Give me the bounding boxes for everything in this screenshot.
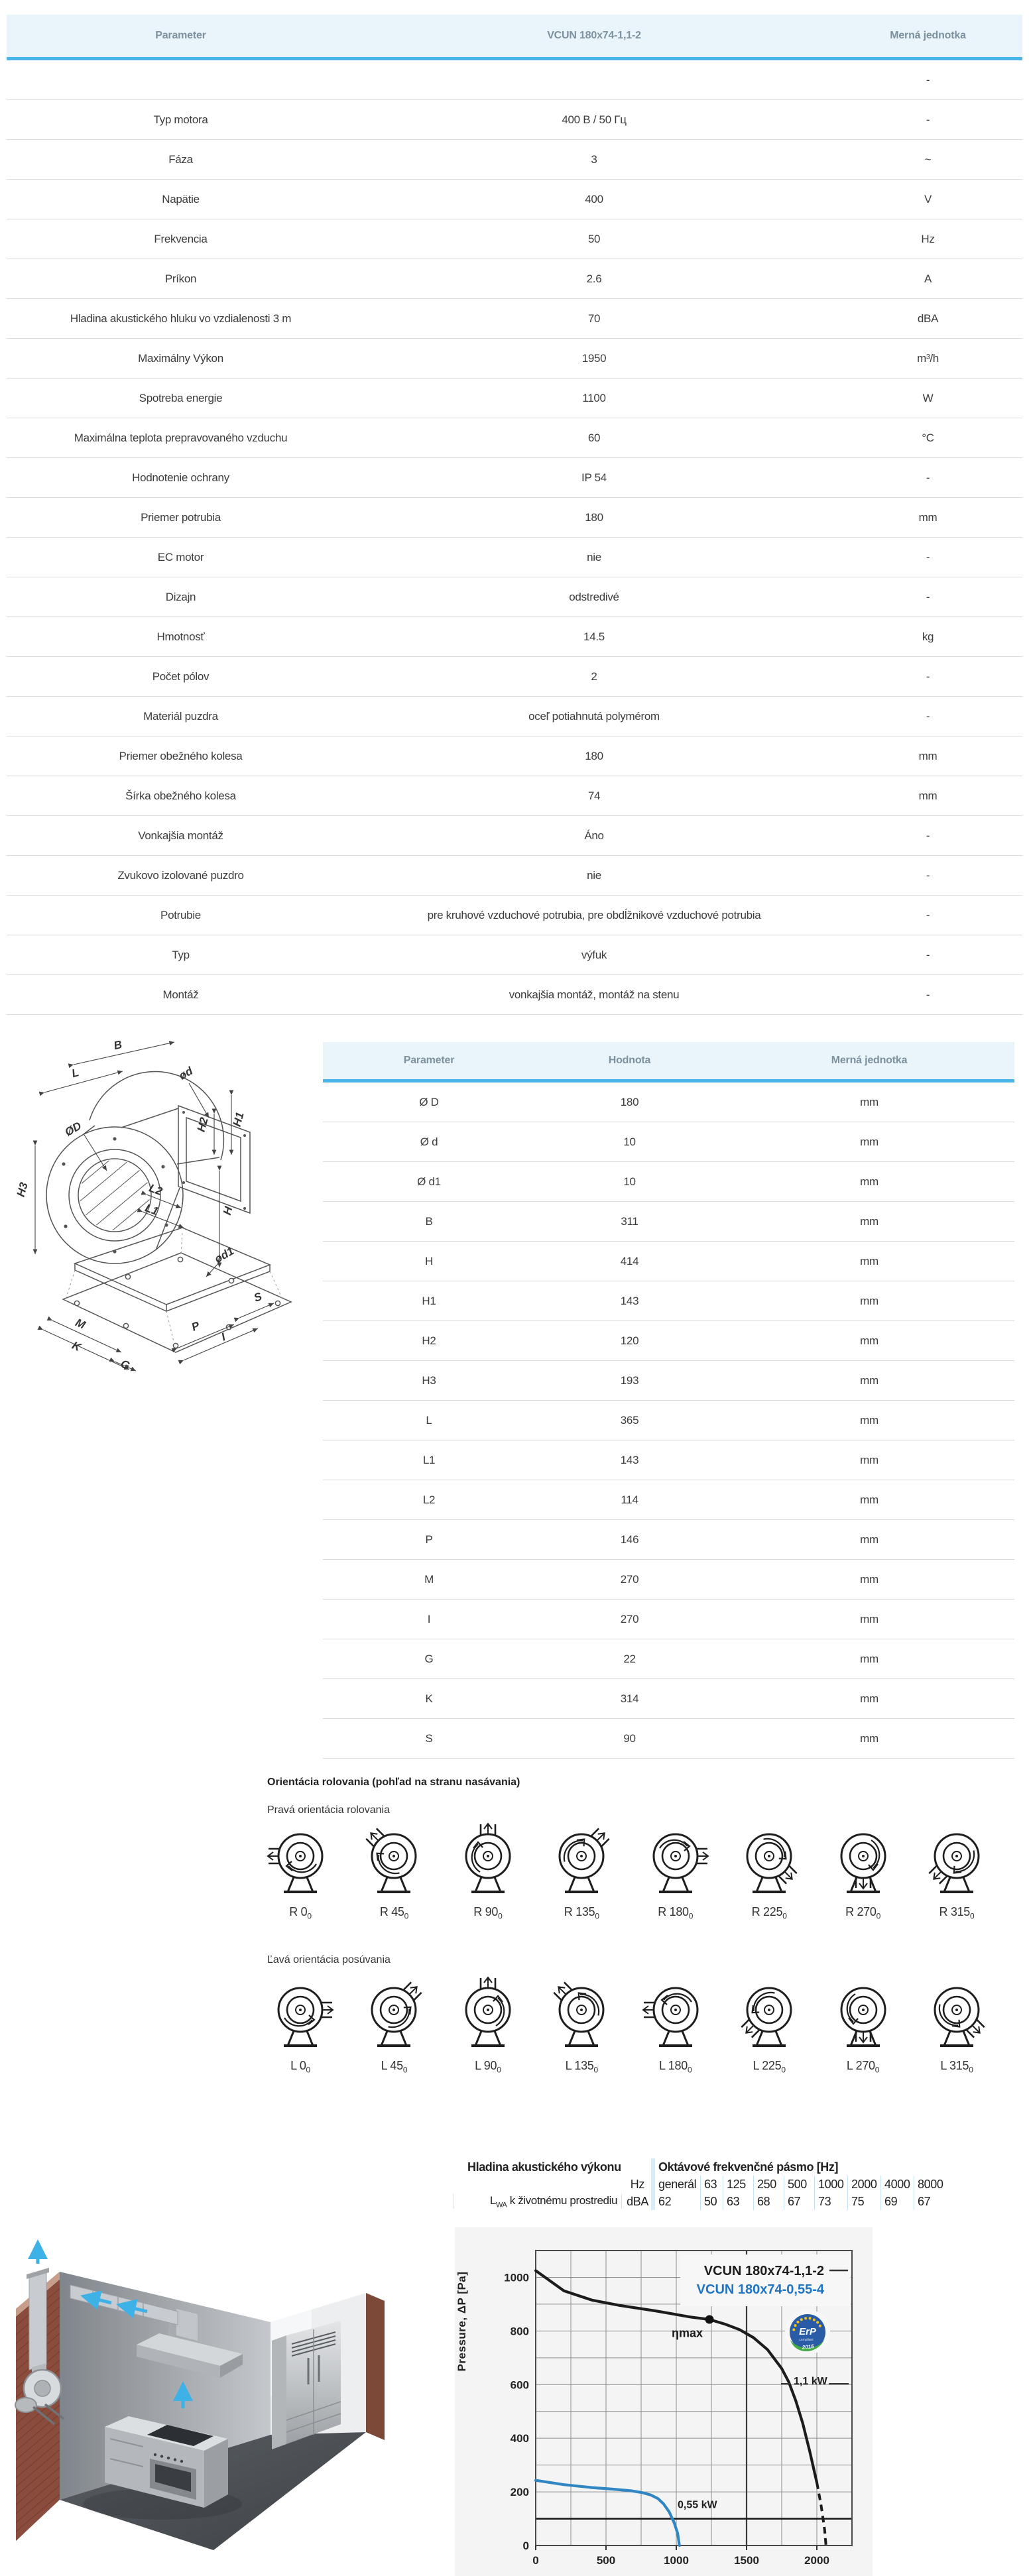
table-cell: mm <box>724 1480 1014 1520</box>
table-cell: Zvukovo izolované puzdro <box>7 856 355 896</box>
fan-orientation-label: R $270_0$ <box>845 1905 880 1921</box>
table-cell: m³/h <box>833 339 1022 379</box>
table-row <box>7 458 1022 498</box>
table-cell: P <box>323 1520 535 1560</box>
fan-orientation-icon <box>454 1823 522 1899</box>
table-row <box>7 59 1022 100</box>
dim-col-value: Hodnota <box>535 1042 724 1081</box>
table-cell: - <box>833 458 1022 498</box>
table-cell: 311 <box>535 1202 724 1242</box>
table-cell: Potrubie <box>7 896 355 935</box>
fan-orientation-item <box>357 1823 430 1921</box>
fan-orientation-label: R $225_0$ <box>751 1905 787 1921</box>
fan-orientation-label: L $225_0$ <box>753 2059 786 2075</box>
table-row <box>7 577 1022 617</box>
table-cell: W <box>833 379 1022 418</box>
acoustic-title-left: Hladina akustického výkonu <box>467 2160 621 2174</box>
table-cell: 90 <box>535 1719 724 1759</box>
acoustic-value: 67 <box>914 2193 947 2210</box>
table-row <box>323 1242 1014 1281</box>
table-cell: - <box>833 59 1022 100</box>
eta-max-point <box>705 2315 714 2323</box>
fan-orientation-label: R $135_0$ <box>564 1905 599 1921</box>
table-cell: Ø d1 <box>323 1162 535 1202</box>
dimension-table <box>323 1042 1014 1759</box>
svg-text:1000: 1000 <box>504 2271 529 2284</box>
dimension-label: I <box>219 1330 227 1344</box>
table-row <box>323 1440 1014 1480</box>
fan-orientation-icon <box>359 1977 428 2052</box>
orientation-row-right <box>264 1823 993 1921</box>
fan-orientation-label: R $90_0$ <box>473 1905 503 1921</box>
table-cell: - <box>833 816 1022 856</box>
table-row <box>323 1281 1014 1321</box>
table-cell: 180 <box>355 736 833 776</box>
fan-orientation-item <box>920 1977 993 2075</box>
spec-col-model: VCUN 180x74-1,1-2 <box>355 15 833 59</box>
acoustic-value: 68 <box>753 2193 784 2210</box>
chart-ylabel: Pressure, ΔP [Pa] <box>455 2271 468 2372</box>
table-cell <box>7 59 355 100</box>
svg-text:800: 800 <box>510 2325 529 2338</box>
acoustic-value: 73 <box>814 2193 847 2210</box>
table-cell: Priemer potrubia <box>7 498 355 538</box>
table-row <box>7 896 1022 935</box>
svg-text:ErP: ErP <box>799 2326 816 2337</box>
table-cell: 22 <box>535 1639 724 1679</box>
table-cell: 146 <box>535 1520 724 1560</box>
table-cell: Ø d <box>323 1122 535 1162</box>
acoustic-band-header: 125 <box>723 2176 753 2193</box>
dimension-label: L2 <box>147 1181 164 1199</box>
fan-orientation-icon <box>829 1823 898 1899</box>
fan-orientation-icon <box>641 1977 710 2052</box>
fan-orientation-item <box>827 1977 900 2075</box>
table-cell: Hladina akustického hluku vo vzdialenosti 3 m <box>7 299 355 339</box>
dimension-label: P <box>190 1318 202 1334</box>
table-cell: mm <box>724 1560 1014 1600</box>
fan-orientation-icon <box>266 1977 335 2052</box>
table-cell: mm <box>724 1321 1014 1361</box>
table-cell: - <box>833 577 1022 617</box>
fan-orientation-label: L $90_0$ <box>475 2059 501 2075</box>
table-cell: Vonkajšia montáž <box>7 816 355 856</box>
acoustic-row-unit: dBA <box>627 2194 648 2208</box>
dimension-label: M <box>73 1316 88 1332</box>
table-cell: Áno <box>355 816 833 856</box>
fan-orientation-item <box>264 1823 337 1921</box>
table-row <box>7 935 1022 975</box>
dimension-label: ød <box>176 1064 195 1083</box>
table-row <box>7 140 1022 180</box>
table-cell: Frekvencia <box>7 219 355 259</box>
table-cell: °C <box>833 418 1022 458</box>
acoustic-band-header: 8000 <box>914 2176 947 2193</box>
wall-edge <box>366 2293 385 2440</box>
fan-orientation-item <box>264 1977 337 2075</box>
dimension-label: H3 <box>14 1181 30 1199</box>
dimension-label: ØD <box>62 1119 84 1139</box>
fan-orientation-label: L $180_0$ <box>659 2059 692 2075</box>
table-cell: odstredivé <box>355 577 833 617</box>
table-cell: mm <box>724 1719 1014 1759</box>
svg-text:200: 200 <box>510 2486 529 2499</box>
table-cell: Maximálny Výkon <box>7 339 355 379</box>
table-cell: 114 <box>535 1480 724 1520</box>
table-cell: - <box>833 935 1022 975</box>
acoustic-unit-header: Hz <box>630 2177 644 2191</box>
fan-orientation-icon <box>266 1823 335 1899</box>
table-cell: L <box>323 1401 535 1440</box>
acoustic-value: 50 <box>700 2193 723 2210</box>
fan-orientation-item <box>639 1823 712 1921</box>
table-cell: 120 <box>535 1321 724 1361</box>
dimension-label: L1 <box>143 1201 160 1218</box>
spec-table-header-row <box>7 15 1022 59</box>
acoustic-band-header: 500 <box>784 2176 814 2193</box>
table-cell: Počet pólov <box>7 657 355 697</box>
table-cell: 1100 <box>355 379 833 418</box>
acoustic-value: 75 <box>847 2193 880 2210</box>
table-row <box>323 1679 1014 1719</box>
dimension-label: L <box>70 1066 81 1081</box>
table-cell: 193 <box>535 1361 724 1401</box>
dimension-label: G <box>119 1357 132 1373</box>
table-cell: Napätie <box>7 180 355 219</box>
fan-orientation-icon <box>829 1977 898 2052</box>
table-cell: 143 <box>535 1440 724 1480</box>
spec-col-parameter: Parameter <box>7 15 355 59</box>
table-cell: - <box>833 538 1022 577</box>
table-cell: kg <box>833 617 1022 657</box>
dimension-label: K <box>70 1338 83 1354</box>
acoustic-table <box>453 2158 947 2210</box>
orientation-right-heading: Pravá orientácia rolovania <box>267 1804 390 1816</box>
fan-orientation-icon <box>735 1823 804 1899</box>
performance-chart <box>455 2227 873 2576</box>
table-cell: 50 <box>355 219 833 259</box>
fan-orientation-item <box>545 1823 618 1921</box>
fan-orientation-icon <box>547 1977 616 2052</box>
acoustic-band-header: 1000 <box>814 2176 847 2193</box>
acoustic-band-header: 250 <box>753 2176 784 2193</box>
fan-orientation-label: R $45_0$ <box>379 1905 409 1921</box>
table-cell: 3 <box>355 140 833 180</box>
acoustic-value: 69 <box>880 2193 914 2210</box>
table-cell: - <box>833 896 1022 935</box>
table-cell: A <box>833 259 1022 299</box>
table-row <box>7 339 1022 379</box>
kitchen-illustration <box>7 2211 434 2572</box>
table-cell: Šírka obežného kolesa <box>7 776 355 816</box>
table-row <box>323 1321 1014 1361</box>
svg-text:ηmax: ηmax <box>672 2326 703 2340</box>
dimension-label: H2 <box>194 1116 211 1134</box>
table-cell: Hmotnosť <box>7 617 355 657</box>
acoustic-band-header: 2000 <box>847 2176 880 2193</box>
table-cell <box>355 59 833 100</box>
table-cell: IP 54 <box>355 458 833 498</box>
table-row <box>323 1600 1014 1639</box>
legend-backdrop <box>680 2254 851 2306</box>
dimension-label: S <box>252 1289 264 1305</box>
svg-text:0: 0 <box>532 2554 539 2567</box>
table-row <box>7 259 1022 299</box>
table-cell: mm <box>724 1401 1014 1440</box>
table-row <box>7 538 1022 577</box>
table-row <box>7 498 1022 538</box>
table-cell: oceľ potiahnutá polymérom <box>355 697 833 736</box>
table-cell: Spotreba energie <box>7 379 355 418</box>
table-cell: ~ <box>833 140 1022 180</box>
table-cell: nie <box>355 538 833 577</box>
table-row <box>323 1162 1014 1202</box>
table-cell: 14.5 <box>355 617 833 657</box>
table-row <box>323 1361 1014 1401</box>
legend-series-2: VCUN 180x74-0,55-4 <box>696 2282 824 2297</box>
svg-text:compliant: compliant <box>799 2338 814 2342</box>
acoustic-band-header: 4000 <box>880 2176 914 2193</box>
table-cell: EC motor <box>7 538 355 577</box>
table-cell: Priemer obežného kolesa <box>7 736 355 776</box>
svg-text:1,1 kW: 1,1 kW <box>794 2375 827 2387</box>
dimension-drawing <box>10 1034 322 1374</box>
table-cell: 365 <box>535 1401 724 1440</box>
table-row <box>7 617 1022 657</box>
fan-orientation-item <box>639 1977 712 2075</box>
table-row <box>323 1401 1014 1440</box>
table-cell: - <box>833 697 1022 736</box>
table-row <box>7 219 1022 259</box>
dimension-label: B <box>112 1038 123 1053</box>
acoustic-band-header: 63 <box>700 2176 723 2193</box>
fan-orientation-icon <box>641 1823 710 1899</box>
fan-orientation-item <box>452 1977 524 2075</box>
table-row <box>7 776 1022 816</box>
table-row <box>7 816 1022 856</box>
table-row <box>7 856 1022 896</box>
table-cell: pre kruhové vzduchové potrubia, pre obdĺžnikové vzduchové potrubia <box>355 896 833 935</box>
table-cell: mm <box>724 1122 1014 1162</box>
table-row <box>323 1480 1014 1520</box>
svg-text:500: 500 <box>596 2554 616 2567</box>
table-cell: Typ <box>7 935 355 975</box>
table-row <box>7 657 1022 697</box>
table-cell: výfuk <box>355 935 833 975</box>
table-cell: mm <box>724 1361 1014 1401</box>
fan-orientation-item <box>827 1823 900 1921</box>
table-cell: 270 <box>535 1560 724 1600</box>
table-cell: - <box>833 100 1022 140</box>
table-row <box>323 1202 1014 1242</box>
table-cell: Montáž <box>7 975 355 1015</box>
orientation-left-heading: Ľavá orientácia posúvania <box>267 1954 391 1965</box>
table-cell: 180 <box>535 1081 724 1122</box>
table-cell: 60 <box>355 418 833 458</box>
table-row <box>7 379 1022 418</box>
fan-orientation-icon <box>454 1977 522 2052</box>
acoustic-row-label: $L_{WA}$ k životnému prostrediu <box>453 2194 622 2209</box>
fan-orientation-label: L $315_0$ <box>940 2059 973 2075</box>
acoustic-band-header: generál <box>658 2177 697 2191</box>
fan-orientation-label: R $315_0$ <box>939 1905 975 1921</box>
svg-text:0: 0 <box>522 2540 529 2552</box>
table-cell: 270 <box>535 1600 724 1639</box>
svg-text:0,55 kW: 0,55 kW <box>678 2499 717 2511</box>
fan-orientation-item <box>357 1977 430 2075</box>
table-cell: mm <box>724 1081 1014 1122</box>
table-cell: 1950 <box>355 339 833 379</box>
table-row <box>7 180 1022 219</box>
table-cell: I <box>323 1600 535 1639</box>
fan-orientation-label: R $180_0$ <box>658 1905 694 1921</box>
fan-orientation-icon <box>922 1823 991 1899</box>
table-cell: mm <box>724 1520 1014 1560</box>
table-cell: G <box>323 1639 535 1679</box>
svg-text:600: 600 <box>510 2378 529 2392</box>
table-cell: H <box>323 1242 535 1281</box>
table-cell: Materiál puzdra <box>7 697 355 736</box>
table-cell: - <box>833 856 1022 896</box>
acoustic-title-right: Oktávové frekvenčné pásmo [Hz] <box>658 2160 839 2174</box>
fan-orientation-icon <box>735 1977 804 2052</box>
svg-text:400: 400 <box>510 2432 529 2445</box>
table-cell: V <box>833 180 1022 219</box>
dim-col-unit: Merná jednotka <box>724 1042 1014 1081</box>
fan-orientation-label: L $270_0$ <box>846 2059 880 2075</box>
table-row <box>7 697 1022 736</box>
table-row <box>7 418 1022 458</box>
dimension-label: H1 <box>230 1110 247 1128</box>
table-cell: dBA <box>833 299 1022 339</box>
fan-orientation-item <box>733 1823 806 1921</box>
svg-text:2015: 2015 <box>802 2343 815 2351</box>
table-row <box>323 1081 1014 1122</box>
table-cell: mm <box>724 1202 1014 1242</box>
table-cell: Hodnotenie ochrany <box>7 458 355 498</box>
table-cell: H3 <box>323 1361 535 1401</box>
table-cell: mm <box>833 498 1022 538</box>
table-cell: - <box>833 975 1022 1015</box>
table-cell: mm <box>724 1639 1014 1679</box>
fan-orientation-label: L $0_0$ <box>290 2059 310 2075</box>
table-row <box>323 1719 1014 1759</box>
svg-text:1000: 1000 <box>664 2554 689 2567</box>
table-cell: Fáza <box>7 140 355 180</box>
svg-text:1500: 1500 <box>734 2554 759 2567</box>
table-cell: vonkajšia montáž, montáž na stenu <box>355 975 833 1015</box>
dimension-label: H <box>220 1205 235 1216</box>
table-cell: K <box>323 1679 535 1719</box>
fan-orientation-icon <box>359 1823 428 1899</box>
fan-orientation-item <box>545 1977 618 2075</box>
table-cell: H1 <box>323 1281 535 1321</box>
fan-orientation-item <box>733 1977 806 2075</box>
fan-orientation-label: L $45_0$ <box>381 2059 408 2075</box>
table-row <box>7 299 1022 339</box>
fan-orientation-icon <box>922 1977 991 2052</box>
acoustic-value: 63 <box>723 2193 753 2210</box>
table-row <box>323 1639 1014 1679</box>
table-cell: - <box>833 657 1022 697</box>
table-cell: 400 <box>355 180 833 219</box>
dim-table-header-row <box>323 1042 1014 1081</box>
fan-orientation-item <box>452 1823 524 1921</box>
table-cell: Ø D <box>323 1081 535 1122</box>
dim-col-parameter: Parameter <box>323 1042 535 1081</box>
fan-orientation-icon <box>547 1823 616 1899</box>
spec-col-unit: Merná jednotka <box>833 15 1022 59</box>
table-cell: Dizajn <box>7 577 355 617</box>
table-cell: Typ motora <box>7 100 355 140</box>
table-cell: mm <box>724 1600 1014 1639</box>
table-cell: 2 <box>355 657 833 697</box>
fan-orientation-label: R $0_0$ <box>289 1905 312 1921</box>
fan-outline <box>44 1072 291 1352</box>
legend-series-1: VCUN 180x74-1,1-2 <box>703 2264 824 2278</box>
table-cell: M <box>323 1560 535 1600</box>
table-row <box>7 975 1022 1015</box>
table-row <box>323 1122 1014 1162</box>
table-cell: 143 <box>535 1281 724 1321</box>
dimension-label: ød1 <box>212 1244 237 1266</box>
table-cell: 400 В / 50 Гц <box>355 100 833 140</box>
orientation-row-left <box>264 1977 993 2075</box>
table-cell: mm <box>724 1679 1014 1719</box>
table-row <box>323 1560 1014 1600</box>
table-cell: H2 <box>323 1321 535 1361</box>
fan-orientation-item <box>920 1823 993 1921</box>
table-row <box>7 736 1022 776</box>
table-cell: 414 <box>535 1242 724 1281</box>
table-cell: B <box>323 1202 535 1242</box>
table-cell: Maximálna teplota prepravovaného vzduchu <box>7 418 355 458</box>
table-row <box>323 1520 1014 1560</box>
spec-table <box>7 15 1022 1015</box>
table-cell: 70 <box>355 299 833 339</box>
table-cell: Príkon <box>7 259 355 299</box>
table-cell: mm <box>724 1242 1014 1281</box>
table-row <box>7 100 1022 140</box>
table-cell: mm <box>724 1440 1014 1480</box>
table-cell: mm <box>833 776 1022 816</box>
table-cell: Hz <box>833 219 1022 259</box>
table-cell: S <box>323 1719 535 1759</box>
table-cell: L1 <box>323 1440 535 1480</box>
fan-orientation-label: L $135_0$ <box>565 2059 598 2075</box>
table-cell: L2 <box>323 1480 535 1520</box>
table-cell: nie <box>355 856 833 896</box>
table-cell: 180 <box>355 498 833 538</box>
table-cell: 2.6 <box>355 259 833 299</box>
orientation-title: Orientácia rolovania (pohľad na stranu nasávania) <box>267 1777 520 1788</box>
table-cell: mm <box>724 1162 1014 1202</box>
table-cell: mm <box>833 736 1022 776</box>
table-cell: mm <box>724 1281 1014 1321</box>
table-cell: 10 <box>535 1122 724 1162</box>
svg-text:2000: 2000 <box>804 2554 829 2567</box>
acoustic-value: 67 <box>784 2193 814 2210</box>
table-cell: 74 <box>355 776 833 816</box>
table-cell: 314 <box>535 1679 724 1719</box>
table-cell: 10 <box>535 1162 724 1202</box>
acoustic-value: 62 <box>658 2194 672 2208</box>
